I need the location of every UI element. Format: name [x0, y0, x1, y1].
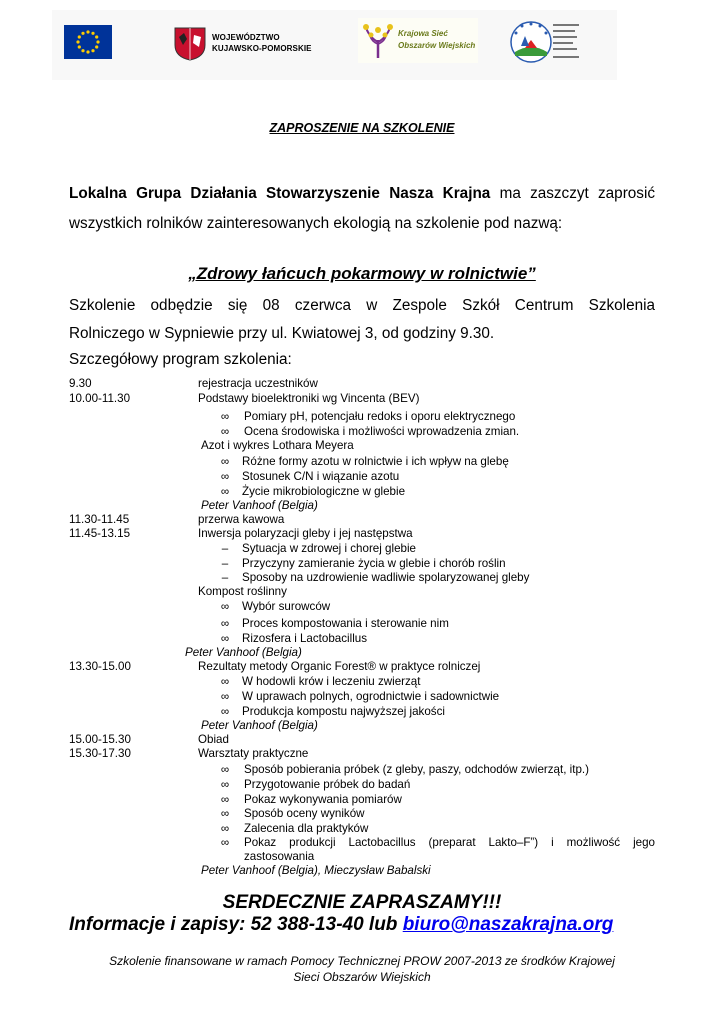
schedule-bullet: Życie mikrobiologiczne w glebie: [242, 485, 406, 498]
infinity-bullet-icon: ∞: [220, 705, 230, 718]
schedule-bullet: W hodowli krów i leczeniu zwierząt: [242, 675, 421, 688]
training-title: „Zdrowy łańcuch pokarmowy w rolnictwie”: [188, 264, 536, 283]
schedule-time: 13.30-15.00: [69, 660, 131, 673]
infinity-bullet-icon: ∞: [220, 822, 230, 835]
dash-bullet-icon: –: [221, 542, 229, 555]
infinity-bullet-icon: ∞: [220, 763, 230, 776]
schedule-bullet: Pokaz wykonywania pomiarów: [244, 793, 402, 806]
details-line2: Rolniczego w Sypniewie przy ul. Kwiatowej 3, od godziny 9.30.: [69, 325, 495, 342]
schedule-activity: Obiad: [198, 733, 229, 746]
schedule-bullet: Rizosfera i Lactobacillus: [242, 632, 368, 645]
schedule-time: 15.30-17.30: [69, 747, 131, 760]
ksow-logo: [358, 18, 478, 63]
schedule-bullet: Sytuacja w zdrowej i chorej glebie: [242, 542, 416, 555]
ksow-name-line2: Obszarów Wiejskich: [398, 41, 476, 50]
schedule-subheading: Kompost roślinny: [198, 585, 287, 598]
schedule-activity: rejestracja uczestników: [198, 377, 318, 390]
infinity-bullet-icon: ∞: [220, 470, 230, 483]
region-name-line1: WOJEWÓDZTWO: [212, 33, 280, 42]
infinity-bullet-icon: ∞: [220, 836, 230, 849]
schedule-activity: Warsztaty praktyczne: [198, 747, 309, 760]
intro-line1: [69, 180, 655, 207]
schedule-time: 11.30-11.45: [69, 513, 130, 526]
schedule-bullet: Zalecenia dla praktyków: [244, 822, 369, 835]
schedule-activity: Rezultaty metody Organic Forest® w praktyce rolniczej: [198, 660, 481, 673]
infinity-bullet-icon: ∞: [220, 455, 230, 468]
schedule-bullet: Przygotowanie próbek do badań: [244, 778, 411, 791]
email-link[interactable]: biuro@naszakrajna.org: [402, 914, 614, 935]
schedule-bullet: Proces kompostowania i sterowanie nim: [242, 617, 449, 630]
region-coat-of-arms-icon: [174, 27, 206, 61]
schedule-activity: Inwersja polaryzacji gleby i jej następstwa: [198, 527, 413, 540]
ksow-name-line1: Krajowa Sieć: [398, 29, 448, 38]
schedule-bullet: Pomiary pH, potencjału redoks i oporu elektrycznego: [244, 410, 516, 423]
schedule-speaker: Peter Vanhoof (Belgia): [201, 499, 318, 512]
infinity-bullet-icon: ∞: [220, 425, 230, 438]
schedule-bullet: Pokaz produkcji Lactobacillus (preparat Lakto–F”) i możliwość jego: [244, 836, 655, 849]
schedule-bullet: Produkcja kompostu najwyższej jakości: [242, 705, 445, 718]
infinity-bullet-icon: ∞: [220, 485, 230, 498]
footer-line1: Szkolenie finansowane w ramach Pomocy Technicznej PROW 2007-2013 ze środków Krajowej: [109, 954, 615, 968]
schedule-time: 9.30: [69, 377, 92, 390]
schedule-bullet: Ocena środowiska i możliwości wprowadzenia zmian.: [244, 425, 520, 438]
schedule-bullet: Różne formy azotu w rolnictwie i ich wpływ na glebę: [242, 455, 509, 468]
schedule-bullet: Stosunek C/N i wiązanie azotu: [242, 470, 400, 483]
schedule-speaker: Peter Vanhoof (Belgia): [201, 719, 318, 732]
schedule-time: 11.45-13.15: [69, 527, 131, 540]
details-line3: Szczegółowy program szkolenia:: [69, 351, 292, 368]
schedule-speaker: Peter Vanhoof (Belgia): [185, 646, 302, 659]
schedule-time: 15.00-15.30: [69, 733, 131, 746]
ksow-tree-icon: [362, 22, 394, 60]
schedule-activity: Podstawy bioelektroniki wg Vincenta (BEV): [198, 392, 420, 405]
contact-prefix: Informacje i zapisy: 52 388-13-40 lub: [69, 914, 403, 935]
contact-info: [69, 914, 613, 936]
infinity-bullet-icon: ∞: [220, 617, 230, 630]
details-line1: Szkolenie odbędzie się 08 czerwca w Zespole Szkół Centrum Szkolenia: [69, 297, 655, 314]
schedule-bullet: Sposób oceny wyników: [244, 807, 365, 820]
schedule-bullet: Przyczyny zamieranie życia w glebie i chorób roślin: [242, 557, 506, 570]
intro-line2: wszystkich rolników zainteresowanych ekologią na szkolenie pod nazwą:: [69, 215, 563, 232]
infinity-bullet-icon: ∞: [220, 600, 230, 613]
schedule-activity: przerwa kawowa: [198, 513, 285, 526]
schedule-bullet: Wybór surowców: [242, 600, 331, 613]
schedule-subheading: Azot i wykres Lothara Meyera: [201, 439, 354, 452]
footer-line2: Sieci Obszarów Wiejskich: [293, 970, 431, 984]
schedule-bullet-continuation: zastosowania: [244, 850, 315, 863]
schedule-speaker: Peter Vanhoof (Belgia), Mieczysław Babalski: [201, 864, 431, 877]
region-name-line2: KUJAWSKO-POMORSKIE: [212, 44, 312, 53]
infinity-bullet-icon: ∞: [220, 807, 230, 820]
schedule-bullet: W uprawach polnych, ogrodnictwie i sadownictwie: [242, 690, 500, 703]
schedule-time: 10.00-11.30: [69, 392, 131, 405]
organization-name: Lokalna Grupa Działania Stowarzyszenie Nasza Krajna: [69, 185, 491, 202]
infinity-bullet-icon: ∞: [220, 675, 230, 688]
page-title: ZAPROSZENIE NA SZKOLENIE: [269, 121, 455, 135]
eu-flag-logo: [64, 25, 112, 59]
closing-welcome: SERDECZNIE ZAPRASZAMY!!!: [222, 892, 502, 913]
prow-logo: [507, 16, 583, 66]
schedule-bullet: Sposób pobierania próbek (z gleby, paszy, odchodów zwierząt, itp.): [244, 763, 589, 776]
infinity-bullet-icon: ∞: [220, 410, 230, 423]
dash-bullet-icon: –: [221, 557, 229, 570]
infinity-bullet-icon: ∞: [220, 632, 230, 645]
intro-line1-rest: ma zaszczyt zaprosić: [499, 185, 655, 202]
infinity-bullet-icon: ∞: [220, 778, 230, 791]
schedule-bullet: Sposoby na uzdrowienie wadliwie spolaryzowanej gleby: [242, 571, 530, 584]
infinity-bullet-icon: ∞: [220, 690, 230, 703]
dash-bullet-icon: –: [221, 571, 229, 584]
infinity-bullet-icon: ∞: [220, 793, 230, 806]
